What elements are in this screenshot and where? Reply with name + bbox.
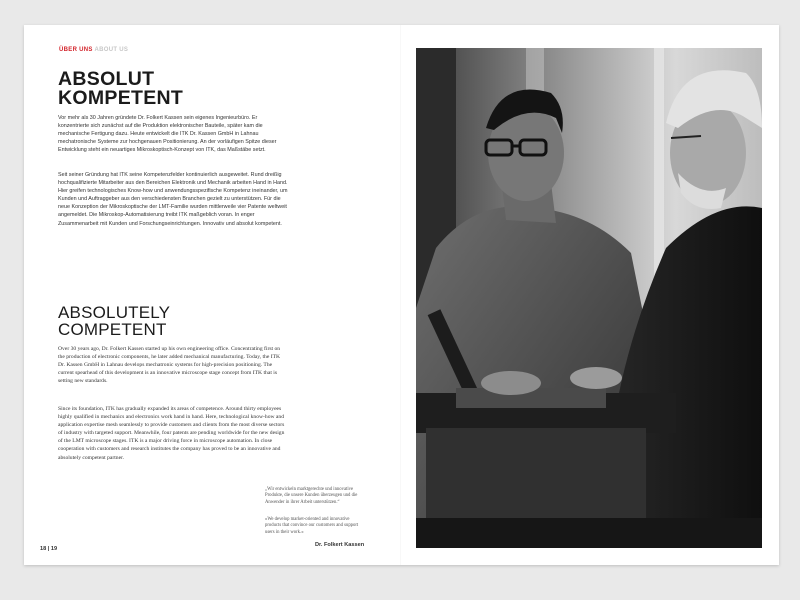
english-paragraph-1: Over 30 years ago, Dr. Folkert Kassen started up his own engineering office. Concentrating first on the production of electronic components, he later added mechanical manufacturing. Today, the ITK Dr. Kassen GmbH in Lahnau develops mechatronic systems for high-precision positioning. The current spearhead of this development is an innovative microscope stage concept from ITK that is setting new standards. — [58, 346, 281, 385]
heading-german — [58, 70, 183, 108]
german-paragraph-1: Vor mehr als 30 Jahren gründete Dr. Folkert Kassen sein eigenes Ingenieurbüro. Er konzentrierte sich zunächst auf die Produktion elektronischer Bauteile, später kam die mechanische Fertigung dazu. Heute entwickelt die ITK Dr. Kassen GmbH in Lahnau mechatronische Systeme zur hochgenauen Positionierung. An der vorläufigen Spitze dieser Entwicklung steht ein neuartiges Mikroskoptisch-Konzept von ITK, das Maßstäbe setzt. — [58, 115, 277, 154]
photo-caption: Dr. Folkert Kassen — [315, 542, 365, 548]
photo-illustration — [416, 48, 762, 548]
heading-german-line2: KOMPETENT — [58, 87, 184, 109]
section-label-de: ÜBER UNS — [59, 47, 93, 53]
section-label-en: ABOUT US — [94, 47, 129, 53]
german-paragraph-2: Seit seiner Gründung hat ITK seine Kompetenzfelder kontinuierlich ausgeweitet. Rund dreißig hochqualifizierte Mitarbeiter aus den Bereichen Elektronik und Mechanik arbeiten Hand in Hand. Hier greifen technologisches Know-how und anwendungsspezifische Kompetenz ineinander, um Kunden und Auftraggeber aus den verschiedensten Branchen gezielt zu unterstützen. Für die neue Konzeption der Mikroskoptische der LMT-Familie wurden mittlerweile vier Patente weltweit angemeldet. Die Mikroskop-Automatisierung treibt ITK maßgeblich voran. In enger Zusammenarbeit mit Kunden und Forschungseinrichtungen. Innovativ und absolut kompetent. — [58, 172, 288, 227]
heading-english-line2: COMPETENT — [58, 320, 167, 339]
heading-english — [58, 304, 170, 338]
heading-english-line1: ABSOLUTELY — [58, 303, 171, 322]
page-numbers: 18 | 19 — [40, 546, 58, 552]
brochure-spread — [24, 25, 779, 565]
heading-german-line1: ABSOLUT — [58, 68, 155, 90]
quote-english: »We develop market-oriented and innovative products that convince our customers and support users in their work.« — [265, 517, 359, 535]
english-paragraph-2: Since its foundation, ITK has gradually expanded its areas of competence. Around thirty employees highly qualified in mechanics and electronics work hand in hand. Here, technological know-how and application expertise mesh seamlessly to provide customers and clients from the most diverse sectors of industry with targeted support. Meanwhile, four patents are pending worldwide for the new design of the LMT microscope stages. ITK is a major driving force in microscope automation. In close cooperation with customers and research institutes the company has proved to be an innovative and absolutely competent partner. — [58, 406, 285, 461]
portrait-photo — [416, 48, 762, 548]
page-fold — [400, 25, 401, 565]
quote-german: „Wir entwickeln marktgerechte und innovative Produkte, die unsere Kunden überzeugen und die Anwender in ihrer Arbeit unterstützen.“ — [265, 487, 358, 505]
section-label — [59, 47, 128, 53]
